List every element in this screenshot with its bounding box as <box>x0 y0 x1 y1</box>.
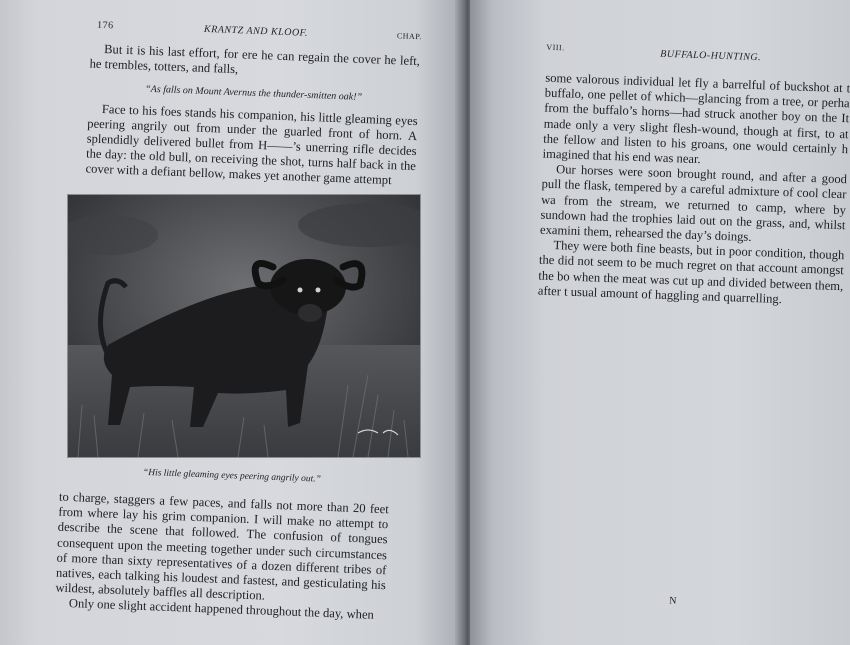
running-head: BUFFALO-HUNTING. <box>660 48 762 64</box>
paragraph: They were both fine beasts, but in poor condition, though the did not seem to be much regret on that account amongst the bo when the meat was cut up and divided between them, after t usual amount of haggling and quarrelling. <box>537 238 845 306</box>
right-body <box>538 71 850 310</box>
paragraph: Only one slight accident happened throughout the day, when <box>68 596 375 623</box>
paragraph: But it is his last effort, for ere he can regain the cover he left, he trembles, totters, and falls, <box>89 42 421 77</box>
epigraph-quote: “As falls on Mount Avernus the thunder-smitten oak!” <box>144 84 363 104</box>
paragraph: to charge, staggers a few paces, and falls not more than 20 feet from where lay his grim companion. I will make no attempt to describe the scene that followed. The confusion of tongues consequent upon the meeting together under such circumstances of more than sixty representatives of a dozen different tribes of natives, each talking his loudest and fastest, and gesticulating his wildest, absolutely baffles all description. <box>55 489 390 603</box>
right-page <box>470 0 850 645</box>
chapter-mark: VIII. <box>546 42 565 53</box>
illustration-caption: “His little gleaming eyes peering angrily out.” <box>142 467 322 485</box>
paragraph: Our horses were soon brought round, and after a good pull the flask, tempered by a careful admixture of cool clear wa from the stream, we returned to camp, where by sundown had the trophies laid out on the grass, and, whilst examini them, rehearsed the day’s doings. <box>539 162 848 244</box>
chapter-mark: CHAP. <box>396 31 423 42</box>
page-number: 176 <box>96 19 114 32</box>
paragraph: some valorous individual let fly a barrelful of buckshot at t buffalo, one pellet of which—glancing from a tree, or perha from the buffalo’s horns—had struck another boy on the It made only a very slight flesh-wound, though at first, to at the fellow and listen to his groans, one would certainly h imagined that his end was near. <box>542 70 850 167</box>
paragraph: Face to his foes stands his companion, his little gleaming eyes peering angrily out from under the guarled front of horn. A splendidly delivered bullet from H——’s unerring rifle decides the day: the old bull, on receiving the shot, turns half back in the cover with a defiant bellow, makes yet another game attempt <box>85 101 418 188</box>
left-body-bottom <box>55 490 389 624</box>
running-head: KRANTZ AND KLOOF. <box>203 23 309 39</box>
signature-mark: N <box>668 595 677 607</box>
